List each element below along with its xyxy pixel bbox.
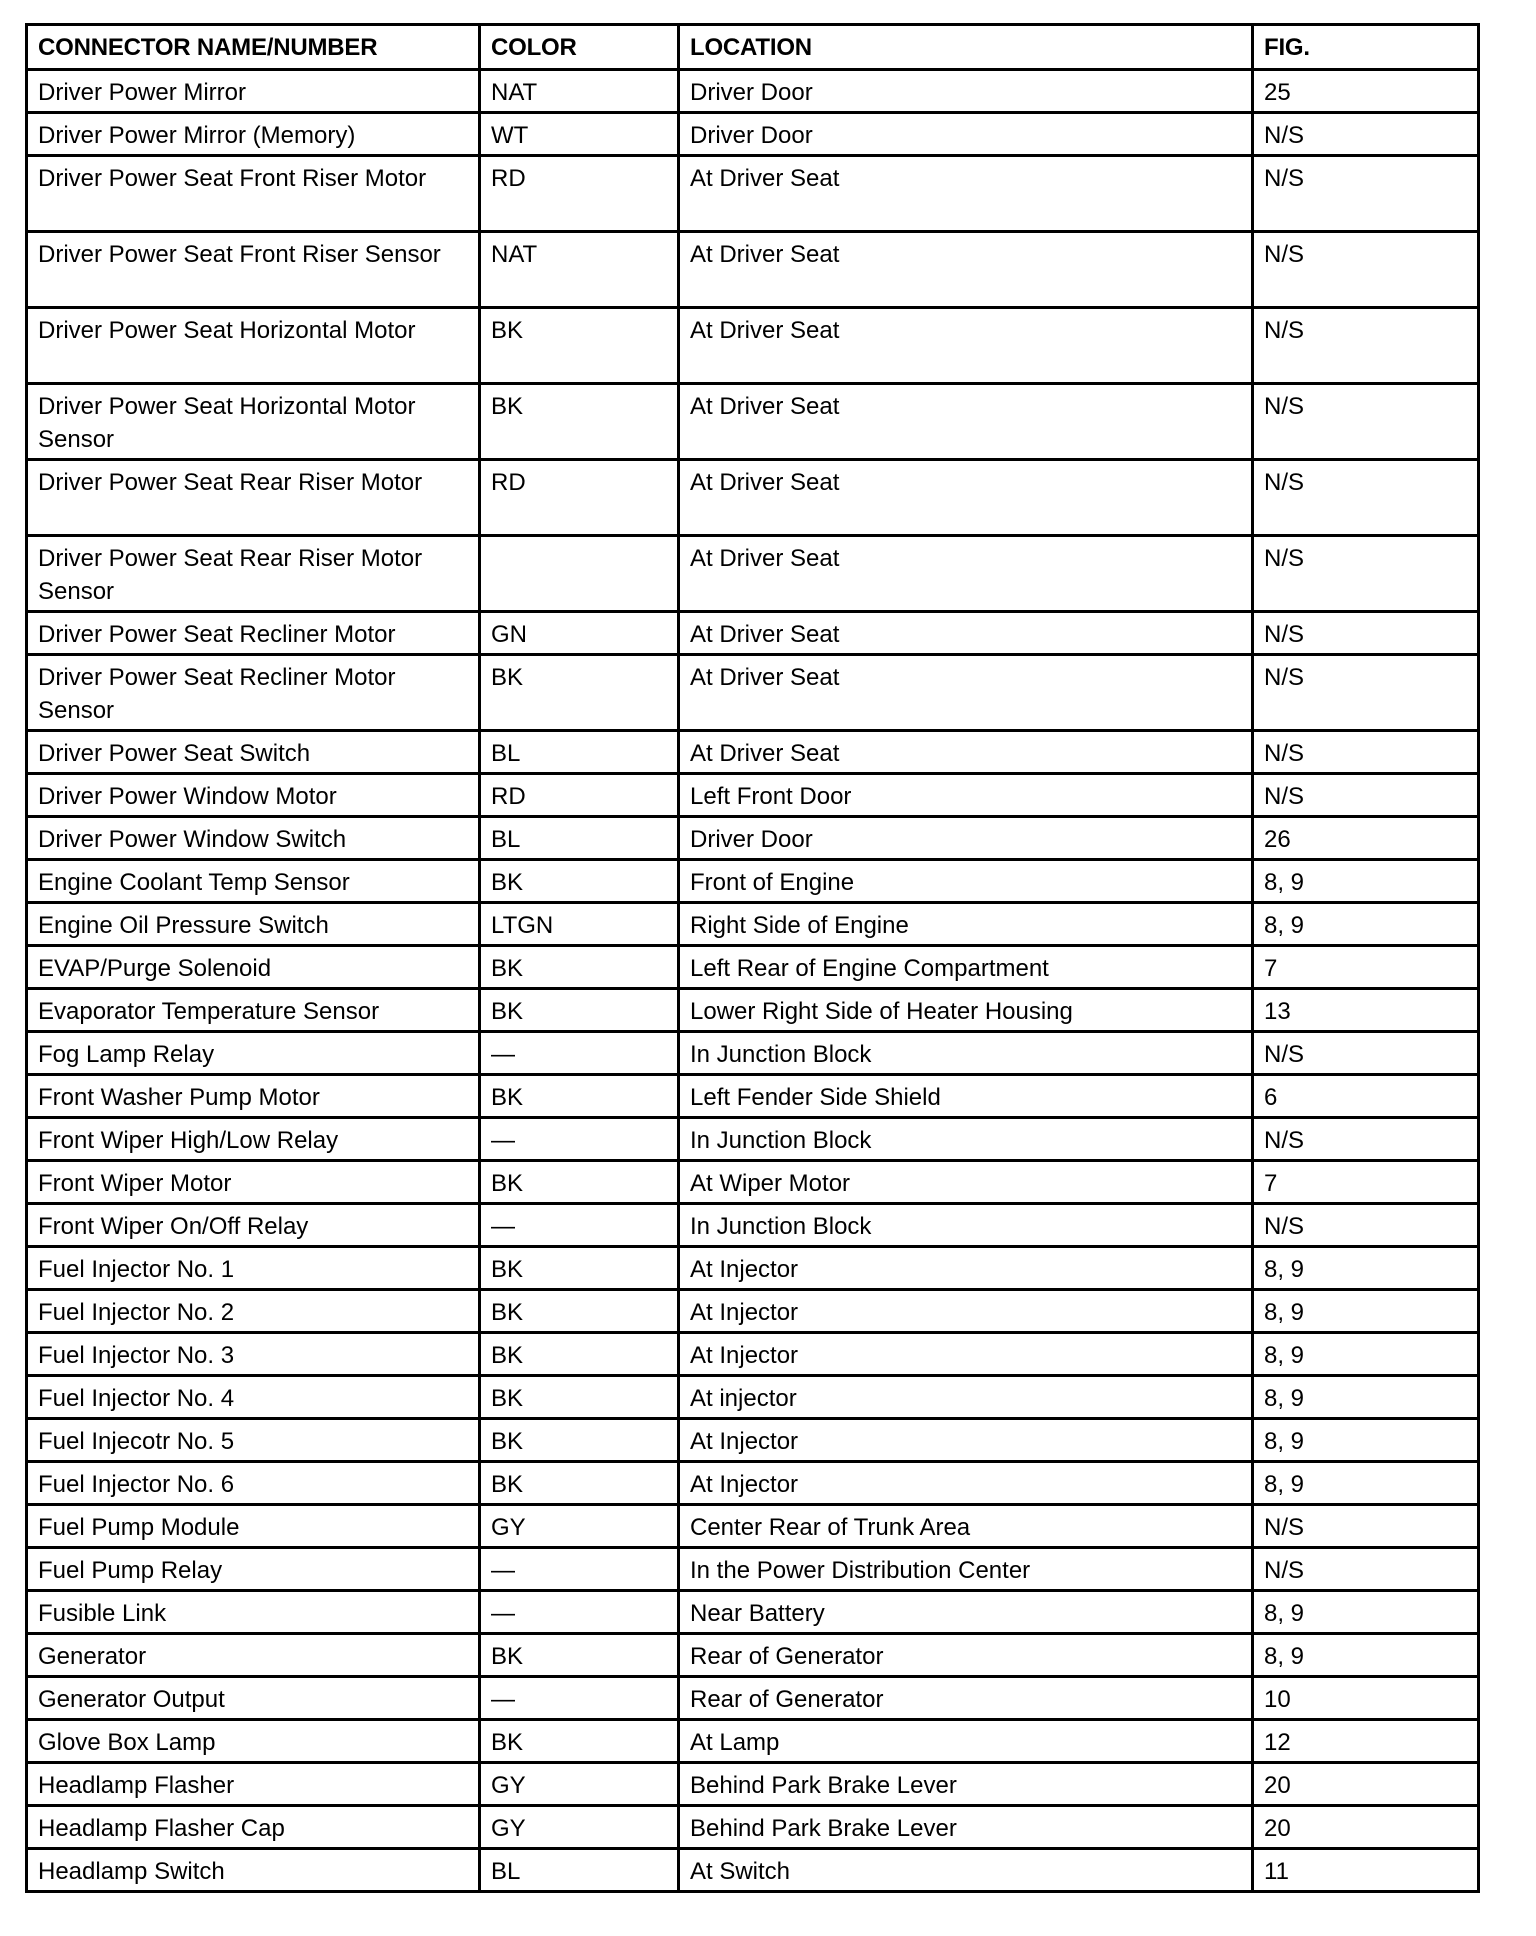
cell-fig: 8, 9 xyxy=(1253,1376,1479,1419)
table-row xyxy=(27,1075,1479,1118)
table-row xyxy=(27,1720,1479,1763)
cell-fig: 8, 9 xyxy=(1253,1333,1479,1376)
cell-fig: 12 xyxy=(1253,1720,1479,1763)
cell-fig: 7 xyxy=(1253,1161,1479,1204)
cell-location: Driver Door xyxy=(679,817,1253,860)
table-row xyxy=(27,989,1479,1032)
table-row xyxy=(27,1376,1479,1419)
cell-location: At Driver Seat xyxy=(679,731,1253,774)
cell-location: Lower Right Side of Heater Housing xyxy=(679,989,1253,1032)
cell-fig: 26 xyxy=(1253,817,1479,860)
cell-color: BK xyxy=(480,1376,679,1419)
table-row xyxy=(27,1118,1479,1161)
cell-fig: N/S xyxy=(1253,612,1479,655)
table-row xyxy=(27,731,1479,774)
table-row xyxy=(27,1247,1479,1290)
cell-connector-name: Fuel Injector No. 2 xyxy=(27,1290,480,1333)
cell-connector-name: Engine Coolant Temp Sensor xyxy=(27,860,480,903)
cell-location: At Driver Seat xyxy=(679,536,1253,612)
cell-connector-name: Engine Oil Pressure Switch xyxy=(27,903,480,946)
table-row xyxy=(27,1849,1479,1892)
cell-connector-name: Driver Power Seat Horizontal Motor Sensor xyxy=(27,384,480,460)
cell-fig: 13 xyxy=(1253,989,1479,1032)
connector-table xyxy=(25,23,1480,1893)
cell-color: BK xyxy=(480,384,679,460)
column-header-color: COLOR xyxy=(480,25,679,70)
cell-fig: N/S xyxy=(1253,1204,1479,1247)
cell-location: Right Side of Engine xyxy=(679,903,1253,946)
table-row xyxy=(27,113,1479,156)
cell-location: Left Fender Side Shield xyxy=(679,1075,1253,1118)
table-row xyxy=(27,1204,1479,1247)
cell-location: Driver Door xyxy=(679,113,1253,156)
cell-connector-name: Driver Power Seat Horizontal Motor xyxy=(27,308,480,384)
cell-color: BK xyxy=(480,1634,679,1677)
table-row xyxy=(27,1548,1479,1591)
table-row xyxy=(27,1161,1479,1204)
cell-color: BK xyxy=(480,1333,679,1376)
cell-fig: 8, 9 xyxy=(1253,1462,1479,1505)
table-row xyxy=(27,903,1479,946)
cell-location: Behind Park Brake Lever xyxy=(679,1763,1253,1806)
cell-connector-name: Driver Power Mirror xyxy=(27,70,480,113)
cell-fig: 6 xyxy=(1253,1075,1479,1118)
cell-color: RD xyxy=(480,460,679,536)
cell-color: GY xyxy=(480,1505,679,1548)
cell-fig: 7 xyxy=(1253,946,1479,989)
table-row xyxy=(27,70,1479,113)
cell-color: BK xyxy=(480,655,679,731)
cell-color: BK xyxy=(480,1075,679,1118)
cell-color: BL xyxy=(480,817,679,860)
table-row xyxy=(27,232,1479,308)
cell-connector-name: Fuel Injector No. 1 xyxy=(27,1247,480,1290)
cell-connector-name: Driver Power Seat Rear Riser Motor xyxy=(27,460,480,536)
table-row xyxy=(27,1505,1479,1548)
table-row xyxy=(27,1591,1479,1634)
cell-connector-name: Glove Box Lamp xyxy=(27,1720,480,1763)
cell-color: GY xyxy=(480,1763,679,1806)
cell-fig: 8, 9 xyxy=(1253,1419,1479,1462)
cell-connector-name: Front Washer Pump Motor xyxy=(27,1075,480,1118)
table-row xyxy=(27,860,1479,903)
cell-location: Left Front Door xyxy=(679,774,1253,817)
table-row xyxy=(27,946,1479,989)
table-row xyxy=(27,817,1479,860)
cell-location: Left Rear of Engine Compartment xyxy=(679,946,1253,989)
cell-fig: 20 xyxy=(1253,1806,1479,1849)
table-row xyxy=(27,536,1479,612)
cell-fig: 25 xyxy=(1253,70,1479,113)
table-row xyxy=(27,655,1479,731)
table-row xyxy=(27,1462,1479,1505)
cell-connector-name: Fuel Pump Module xyxy=(27,1505,480,1548)
cell-color: BK xyxy=(480,989,679,1032)
cell-fig: N/S xyxy=(1253,1118,1479,1161)
cell-location: At Driver Seat xyxy=(679,655,1253,731)
cell-connector-name: Driver Power Seat Recliner Motor Sensor xyxy=(27,655,480,731)
cell-color: — xyxy=(480,1118,679,1161)
cell-fig: N/S xyxy=(1253,460,1479,536)
cell-location: At injector xyxy=(679,1376,1253,1419)
cell-location: In Junction Block xyxy=(679,1118,1253,1161)
cell-connector-name: Driver Power Seat Front Riser Sensor xyxy=(27,232,480,308)
column-header-connector-name: CONNECTOR NAME/NUMBER xyxy=(27,25,480,70)
cell-connector-name: Driver Power Seat Switch xyxy=(27,731,480,774)
cell-fig: 8, 9 xyxy=(1253,1247,1479,1290)
cell-color: — xyxy=(480,1677,679,1720)
cell-fig: N/S xyxy=(1253,308,1479,384)
cell-connector-name: Fuel Injecotr No. 5 xyxy=(27,1419,480,1462)
cell-location: Behind Park Brake Lever xyxy=(679,1806,1253,1849)
table-row xyxy=(27,308,1479,384)
cell-color: BK xyxy=(480,860,679,903)
cell-color: BK xyxy=(480,946,679,989)
cell-color: BL xyxy=(480,1849,679,1892)
cell-connector-name: Generator xyxy=(27,1634,480,1677)
cell-connector-name: EVAP/Purge Solenoid xyxy=(27,946,480,989)
cell-fig: 8, 9 xyxy=(1253,1634,1479,1677)
cell-color: BK xyxy=(480,1462,679,1505)
cell-fig: 10 xyxy=(1253,1677,1479,1720)
cell-fig: N/S xyxy=(1253,1505,1479,1548)
table-row xyxy=(27,1806,1479,1849)
cell-connector-name: Fuel Injector No. 4 xyxy=(27,1376,480,1419)
cell-fig: 20 xyxy=(1253,1763,1479,1806)
cell-location: Rear of Generator xyxy=(679,1677,1253,1720)
cell-connector-name: Driver Power Mirror (Memory) xyxy=(27,113,480,156)
table-row xyxy=(27,1333,1479,1376)
cell-fig: 11 xyxy=(1253,1849,1479,1892)
cell-location: At Injector xyxy=(679,1290,1253,1333)
cell-connector-name: Generator Output xyxy=(27,1677,480,1720)
cell-location: Center Rear of Trunk Area xyxy=(679,1505,1253,1548)
cell-fig: 8, 9 xyxy=(1253,1290,1479,1333)
table-header-row xyxy=(27,25,1479,70)
cell-fig: N/S xyxy=(1253,774,1479,817)
cell-location: In Junction Block xyxy=(679,1204,1253,1247)
cell-connector-name: Headlamp Switch xyxy=(27,1849,480,1892)
cell-fig: N/S xyxy=(1253,655,1479,731)
cell-connector-name: Evaporator Temperature Sensor xyxy=(27,989,480,1032)
column-header-fig: FIG. xyxy=(1253,25,1479,70)
cell-connector-name: Headlamp Flasher xyxy=(27,1763,480,1806)
cell-location: At Driver Seat xyxy=(679,384,1253,460)
cell-color: BK xyxy=(480,1161,679,1204)
table-row xyxy=(27,156,1479,232)
table-row xyxy=(27,774,1479,817)
connector-table-container xyxy=(25,23,1477,1893)
table-row xyxy=(27,1677,1479,1720)
cell-location: At Injector xyxy=(679,1462,1253,1505)
cell-location: At Driver Seat xyxy=(679,612,1253,655)
cell-connector-name: Fog Lamp Relay xyxy=(27,1032,480,1075)
table-row xyxy=(27,1634,1479,1677)
cell-color: RD xyxy=(480,156,679,232)
cell-color: BK xyxy=(480,1419,679,1462)
cell-location: Near Battery xyxy=(679,1591,1253,1634)
cell-connector-name: Front Wiper Motor xyxy=(27,1161,480,1204)
cell-fig: N/S xyxy=(1253,384,1479,460)
cell-connector-name: Driver Power Seat Rear Riser Motor Sensor xyxy=(27,536,480,612)
table-row xyxy=(27,384,1479,460)
cell-location: At Driver Seat xyxy=(679,308,1253,384)
cell-color: WT xyxy=(480,113,679,156)
cell-color: LTGN xyxy=(480,903,679,946)
column-header-location: LOCATION xyxy=(679,25,1253,70)
cell-location: At Injector xyxy=(679,1333,1253,1376)
cell-color: — xyxy=(480,1591,679,1634)
cell-fig: 8, 9 xyxy=(1253,1591,1479,1634)
table-row xyxy=(27,1419,1479,1462)
cell-color: — xyxy=(480,1548,679,1591)
cell-location: At Switch xyxy=(679,1849,1253,1892)
cell-connector-name: Fuel Injector No. 3 xyxy=(27,1333,480,1376)
cell-connector-name: Driver Power Seat Front Riser Motor xyxy=(27,156,480,232)
cell-location: At Driver Seat xyxy=(679,232,1253,308)
cell-color: NAT xyxy=(480,232,679,308)
cell-color: GN xyxy=(480,612,679,655)
cell-location: At Injector xyxy=(679,1419,1253,1462)
cell-location: At Lamp xyxy=(679,1720,1253,1763)
cell-color: — xyxy=(480,1204,679,1247)
cell-connector-name: Driver Power Seat Recliner Motor xyxy=(27,612,480,655)
cell-color: BL xyxy=(480,731,679,774)
cell-fig: N/S xyxy=(1253,113,1479,156)
cell-connector-name: Fusible Link xyxy=(27,1591,480,1634)
cell-color: GY xyxy=(480,1806,679,1849)
cell-location: In Junction Block xyxy=(679,1032,1253,1075)
cell-fig: N/S xyxy=(1253,731,1479,774)
cell-fig: N/S xyxy=(1253,1032,1479,1075)
cell-fig: N/S xyxy=(1253,1548,1479,1591)
cell-connector-name: Driver Power Window Motor xyxy=(27,774,480,817)
cell-fig: 8, 9 xyxy=(1253,903,1479,946)
cell-location: In the Power Distribution Center xyxy=(679,1548,1253,1591)
cell-color xyxy=(480,536,679,612)
cell-connector-name: Headlamp Flasher Cap xyxy=(27,1806,480,1849)
cell-color: BK xyxy=(480,308,679,384)
cell-location: Front of Engine xyxy=(679,860,1253,903)
cell-fig: N/S xyxy=(1253,232,1479,308)
cell-location: At Driver Seat xyxy=(679,156,1253,232)
cell-connector-name: Fuel Pump Relay xyxy=(27,1548,480,1591)
table-row xyxy=(27,1763,1479,1806)
cell-location: At Wiper Motor xyxy=(679,1161,1253,1204)
table-body xyxy=(27,70,1479,1892)
cell-color: RD xyxy=(480,774,679,817)
table-row xyxy=(27,1032,1479,1075)
cell-color: BK xyxy=(480,1247,679,1290)
cell-connector-name: Driver Power Window Switch xyxy=(27,817,480,860)
cell-connector-name: Front Wiper On/Off Relay xyxy=(27,1204,480,1247)
cell-connector-name: Front Wiper High/Low Relay xyxy=(27,1118,480,1161)
cell-color: BK xyxy=(480,1720,679,1763)
cell-location: At Driver Seat xyxy=(679,460,1253,536)
cell-color: — xyxy=(480,1032,679,1075)
cell-location: Rear of Generator xyxy=(679,1634,1253,1677)
cell-location: Driver Door xyxy=(679,70,1253,113)
cell-fig: 8, 9 xyxy=(1253,860,1479,903)
table-row xyxy=(27,612,1479,655)
cell-color: NAT xyxy=(480,70,679,113)
cell-fig: N/S xyxy=(1253,536,1479,612)
cell-connector-name: Fuel Injector No. 6 xyxy=(27,1462,480,1505)
cell-color: BK xyxy=(480,1290,679,1333)
cell-fig: N/S xyxy=(1253,156,1479,232)
table-row xyxy=(27,460,1479,536)
cell-location: At Injector xyxy=(679,1247,1253,1290)
table-row xyxy=(27,1290,1479,1333)
